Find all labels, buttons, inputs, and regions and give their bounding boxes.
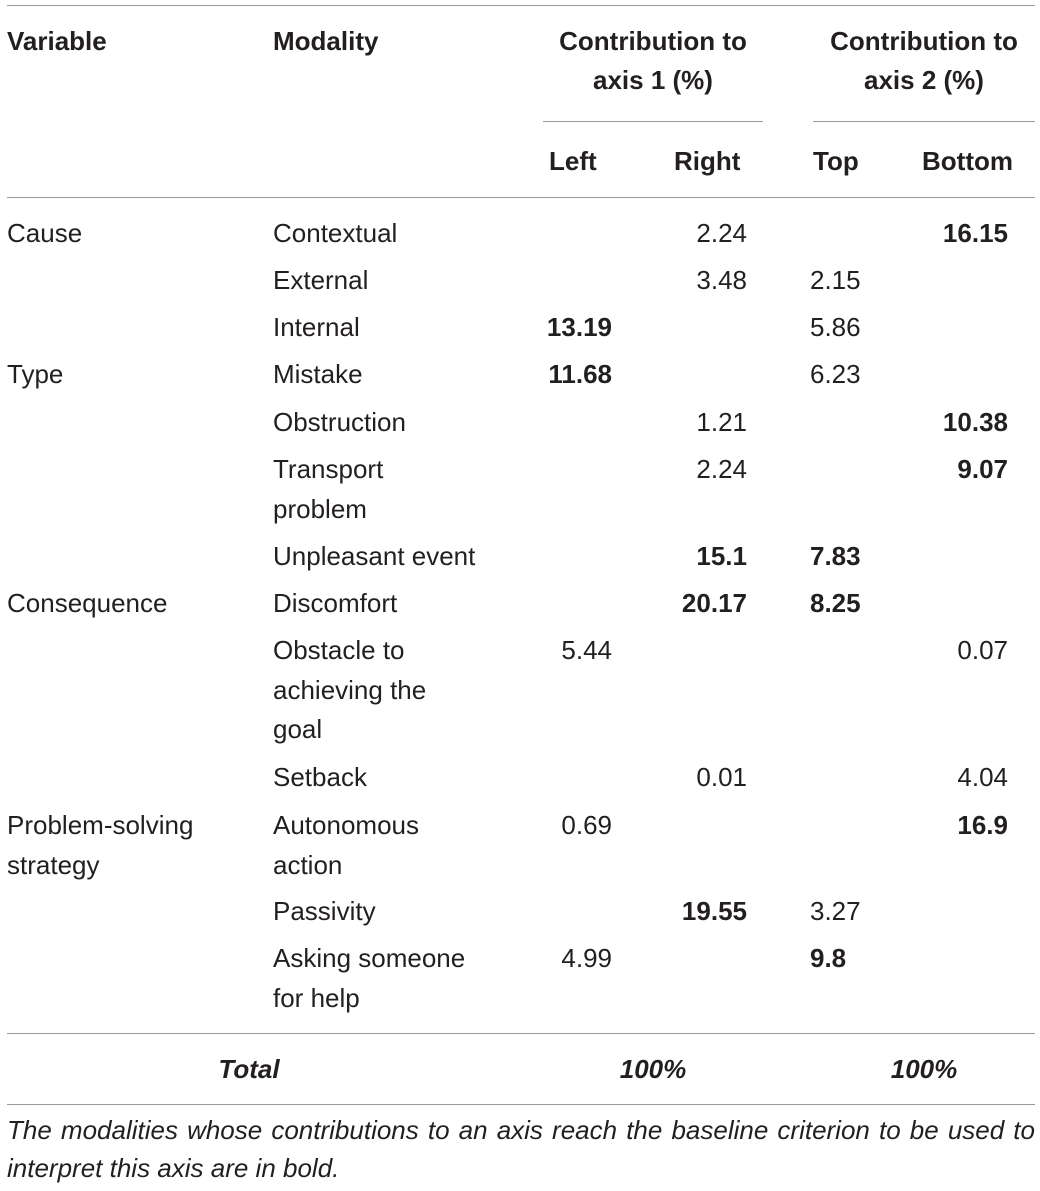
top-value-cell: 3.27 — [810, 896, 861, 926]
modality-cell: External — [273, 265, 369, 295]
variable-cell: Consequence — [7, 588, 168, 618]
total-axis1: 100% — [619, 1054, 687, 1084]
modality-cell: for help — [273, 982, 360, 1013]
modality-cell: Internal — [273, 312, 360, 342]
header-axis2-line1: Contribution to — [830, 26, 1018, 56]
top-value-cell: 9.8 — [810, 943, 847, 973]
header-left: Left — [549, 146, 597, 176]
top-value-cell: 8.25 — [810, 588, 861, 618]
modality-cell: Discomfort — [273, 588, 398, 618]
header-axis2-line2: axis 2 (%) — [864, 65, 984, 95]
modality-cell: Autonomous — [273, 810, 419, 840]
bottom-value-cell: 16.15 — [942, 218, 1008, 248]
right-value-cell: 0.01 — [696, 762, 747, 792]
variable-cell: Problem-solving — [7, 810, 194, 840]
header-modality: Modality — [273, 26, 379, 56]
header-bottom: Bottom — [922, 146, 1013, 176]
right-value-cell: 1.21 — [696, 407, 747, 437]
modality-cell: goal — [273, 714, 323, 744]
top-rule — [7, 5, 1035, 6]
variable-cell: strategy — [7, 849, 100, 880]
right-value-cell: 19.55 — [681, 896, 747, 926]
modality-cell: Asking someone — [273, 943, 466, 973]
table-footnote: The modalities whose contributions to an axis reach the baseline criterion to be used to interpret this axis are in bold. — [7, 1115, 1035, 1183]
right-value-cell: 15.1 — [696, 541, 747, 571]
total-bottom-rule — [7, 1104, 1035, 1105]
axis1-group-rule — [543, 121, 763, 122]
top-value-cell: 7.83 — [810, 541, 861, 571]
total-axis2: 100% — [890, 1054, 958, 1084]
bottom-value-cell: 16.9 — [957, 810, 1008, 840]
modality-cell: Passivity — [273, 896, 376, 926]
left-value-cell: 0.69 — [561, 810, 612, 840]
header-axis1-line1: Contribution to — [559, 26, 747, 56]
axis2-group-rule — [813, 121, 1035, 122]
modality-cell: Transport — [273, 454, 384, 484]
right-value-cell: 2.24 — [696, 218, 747, 248]
left-value-cell: 13.19 — [546, 312, 612, 342]
left-value-cell: 5.44 — [561, 635, 612, 665]
modality-cell: Mistake — [273, 359, 363, 389]
top-value-cell: 6.23 — [810, 359, 861, 389]
header-axis1-line2: axis 1 (%) — [593, 65, 713, 95]
right-value-cell: 2.24 — [696, 454, 747, 484]
header-top: Top — [813, 146, 859, 176]
header-bottom-rule — [7, 197, 1035, 198]
left-value-cell: 11.68 — [548, 359, 612, 389]
modality-cell: action — [273, 849, 343, 880]
right-value-cell: 20.17 — [681, 588, 747, 618]
total-label: Total — [218, 1054, 280, 1084]
variable-cell: Type — [7, 359, 64, 389]
top-value-cell: 5.86 — [810, 312, 861, 342]
header-variable: Variable — [7, 26, 107, 56]
modality-cell: Unpleasant event — [273, 541, 476, 571]
bottom-value-cell: 4.04 — [957, 762, 1008, 792]
bottom-value-cell: 9.07 — [957, 454, 1008, 484]
modality-cell: problem — [273, 493, 367, 524]
modality-cell: achieving the — [273, 674, 427, 705]
bottom-value-cell: 10.38 — [942, 407, 1008, 437]
modality-cell: Obstruction — [273, 407, 406, 437]
header-right: Right — [674, 146, 741, 176]
modality-cell: Contextual — [273, 218, 398, 248]
total-top-rule — [7, 1033, 1035, 1034]
modality-cell: Setback — [273, 762, 367, 792]
modality-cell: Obstacle to — [273, 635, 405, 665]
right-value-cell: 3.48 — [696, 265, 747, 295]
top-value-cell: 2.15 — [810, 265, 861, 295]
bottom-value-cell: 0.07 — [957, 635, 1008, 665]
left-value-cell: 4.99 — [561, 943, 612, 973]
variable-cell: Cause — [7, 218, 83, 248]
